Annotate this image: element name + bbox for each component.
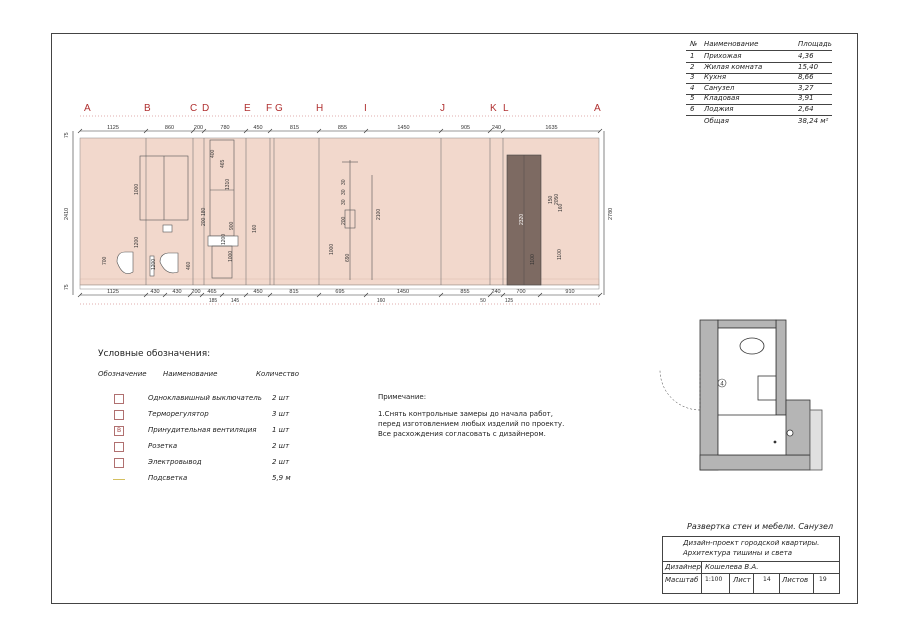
floor-plan xyxy=(660,320,822,470)
legend-symbol-6 xyxy=(113,479,125,480)
legend-symbol-2 xyxy=(114,410,124,420)
top-dimension-value: 1635 xyxy=(545,125,558,131)
axis-letter: A xyxy=(594,103,601,114)
legend-item-name: Терморегулятор xyxy=(148,410,209,418)
axis-letter: J xyxy=(440,103,445,114)
legend-item-qty: 1 шт xyxy=(272,426,290,434)
elevation-value: 400 xyxy=(210,149,216,158)
top-dimension-value: 1125 xyxy=(107,125,119,131)
elevation-value: 1100 xyxy=(557,249,563,260)
bottom-dimension-value: 1450 xyxy=(396,289,410,295)
door-height-label: 2320 xyxy=(519,213,525,225)
bottom-dimension-value: 695 xyxy=(335,289,345,295)
bottom-sub-dimension-value: 145 xyxy=(230,298,240,304)
bottom-dimension-value: 815 xyxy=(289,289,299,295)
sheet-title: Развертка стен и мебели. Санузел xyxy=(687,522,834,531)
height-left-label: 2410 xyxy=(64,207,70,220)
small-bottom-height-label: 75 xyxy=(64,284,70,290)
elevation-value: 460 xyxy=(186,261,192,270)
top-dimension-value: 860 xyxy=(164,125,175,131)
elevation-value: 1100 xyxy=(530,254,536,265)
top-dimension-value: 855 xyxy=(337,125,348,131)
elevation-value: 200 xyxy=(201,217,207,226)
flush-panel xyxy=(163,225,172,232)
bottom-dimension-value: 855 xyxy=(460,289,470,295)
project-line-2: Архитектура тишины и света xyxy=(683,549,793,557)
bottom-sub-dimension-value: 185 xyxy=(208,298,218,304)
top-dimension-value: 240 xyxy=(491,125,502,131)
elevation-value: 2100 xyxy=(376,208,382,220)
elevation-value: 180 xyxy=(201,207,207,216)
legend-symbol-1 xyxy=(114,394,124,404)
cell-area: 2,64 xyxy=(798,104,814,113)
legend-item-name: Подсветка xyxy=(148,474,188,482)
cell-area: 4,36 xyxy=(798,52,814,60)
title-block xyxy=(662,536,840,594)
cell-area: 15,40 xyxy=(798,62,819,71)
cell-name: Санузел xyxy=(704,83,735,92)
legend-col-qty: Количество xyxy=(256,370,300,378)
bottom-dimension-value: 450 xyxy=(253,289,263,295)
cell-number: 1 xyxy=(690,52,695,60)
table-header-row xyxy=(686,40,832,49)
top-dimension-value: 1450 xyxy=(397,125,410,131)
axis-letter: K xyxy=(490,103,497,114)
cell-name: Лоджия xyxy=(704,104,734,113)
axis-letter: F xyxy=(266,103,273,114)
bottom-dimension-value: 200 xyxy=(191,289,201,295)
legend-symbol-4 xyxy=(114,442,124,452)
axis-letter: G xyxy=(275,103,283,114)
height-right-label: 2780 xyxy=(608,207,614,220)
col-name: Наименование xyxy=(704,40,759,48)
legend-symbol-3: В xyxy=(114,426,124,436)
axis-letter: A xyxy=(84,103,91,114)
bottom-sub-dimension-labels xyxy=(209,298,514,304)
sheet-label: Лист xyxy=(733,576,751,584)
legend-item-name: Одноклавишный выключатель xyxy=(148,394,262,402)
axis-letter: B xyxy=(144,103,151,114)
elevation-value: 2050 xyxy=(554,193,560,205)
cell-number: 2 xyxy=(690,62,695,71)
bottom-sub-dimension-value: 125 xyxy=(504,298,514,304)
elevation-value: 30 xyxy=(341,179,347,185)
axis-letter: E xyxy=(244,103,251,114)
legend-item-qty: 2 шт xyxy=(272,442,290,450)
sheets-label: Листов xyxy=(782,576,809,584)
cell-name: Жилая комната xyxy=(704,62,763,71)
legend-item-name: Розетка xyxy=(148,442,178,450)
project-line-1: Дизайн-проект городской квартиры. xyxy=(683,539,820,547)
legend-item-qty: 3 шт xyxy=(272,410,290,418)
elevation-value: 1200 xyxy=(151,258,157,270)
elevation-value: 1000 xyxy=(134,183,140,195)
elevation-value: 700 xyxy=(102,256,108,265)
top-dimension-value: 905 xyxy=(460,125,471,131)
axis-letters xyxy=(84,103,601,114)
legend-col-symbol: Обозначение xyxy=(98,370,147,378)
bottom-dimension-chain xyxy=(80,295,600,304)
bottom-dimension-value: 430 xyxy=(150,289,160,295)
bottom-sub-dimension-value: 160 xyxy=(376,298,386,304)
cell-name: Кухня xyxy=(704,73,727,81)
plan-room-number: 4 xyxy=(720,381,724,388)
sheet-value: 14 xyxy=(763,576,771,583)
note-line-3: Все расхождения согласовать с дизайнером. xyxy=(378,430,546,438)
bottom-dimension-value: 910 xyxy=(565,289,575,295)
scale-label: Масштаб xyxy=(665,576,699,584)
small-top-height-label: 75 xyxy=(64,132,70,138)
elevation-value: 1200 xyxy=(134,236,140,248)
elevation-value: 150 xyxy=(548,195,554,204)
cell-area: 3,91 xyxy=(798,94,814,102)
bottom-sub-dimension-value: 50 xyxy=(480,298,486,304)
top-dimension-value: 450 xyxy=(253,125,263,131)
legend-item-qty: 5,9 м xyxy=(272,474,291,482)
elevation-value: 30 xyxy=(341,199,347,205)
cell-name: Кладовая xyxy=(704,94,740,102)
elevation-value: 1000 xyxy=(329,243,335,255)
top-dimension-value: 815 xyxy=(289,125,300,131)
top-dimension-value: 780 xyxy=(220,125,230,131)
axis-letter: H xyxy=(316,103,324,114)
legend-title: Условные обозначения: xyxy=(98,349,211,359)
elevation-value: 200 xyxy=(341,216,347,225)
sheets-value: 19 xyxy=(819,576,827,583)
bottom-dimension-value: 465 xyxy=(207,289,217,295)
axis-letter: D xyxy=(202,103,210,114)
elevation-value: 1200 xyxy=(221,233,227,245)
elevation-value: 30 xyxy=(341,189,347,195)
axis-letter: C xyxy=(190,103,198,114)
elevation-value: 1310 xyxy=(225,178,231,190)
elevation-value: 1000 xyxy=(228,250,234,262)
bottom-dimension-value: 240 xyxy=(491,289,501,295)
axis-letter: L xyxy=(503,103,509,114)
legend-symbol-5 xyxy=(114,458,124,468)
designer-label: Дизайнер xyxy=(665,563,701,571)
elevation-value: 900 xyxy=(229,221,235,230)
top-dimension-value: 200 xyxy=(193,125,204,131)
elevation-value: 160 xyxy=(252,224,258,233)
bottom-dimension-labels xyxy=(107,289,575,295)
cell-area: 3,27 xyxy=(798,83,814,92)
cell-name: Прихожая xyxy=(704,52,742,60)
top-dimension-labels xyxy=(107,125,558,131)
elevation-value: 160 xyxy=(558,203,564,212)
total-label: Общая xyxy=(704,117,729,125)
total-value: 38,24 м² xyxy=(798,117,829,125)
bottom-dimension-value: 1125 xyxy=(107,289,119,295)
table-total-row xyxy=(686,117,832,126)
note-title: Примечание: xyxy=(378,393,427,401)
bottom-dimension-value: 430 xyxy=(172,289,182,295)
table-row xyxy=(686,63,832,72)
room-area-table xyxy=(686,40,832,130)
bottom-dimension-value: 700 xyxy=(516,289,526,295)
cell-number: 3 xyxy=(690,73,695,81)
table-row xyxy=(686,84,832,93)
cell-number: 6 xyxy=(690,104,695,113)
table-row xyxy=(686,94,832,103)
note-line-1: 1.Снять контрольные замеры до начала работ, xyxy=(378,410,553,418)
elevation-value: 465 xyxy=(220,159,226,168)
legend-item-qty: 2 шт xyxy=(272,458,290,466)
legend-item-name: Принудительная вентиляция xyxy=(148,426,257,434)
table-row xyxy=(686,73,832,82)
legend-item-name: Электровывод xyxy=(148,458,202,466)
designer-name: Кошелева В.А. xyxy=(705,563,759,571)
col-area: Площадь xyxy=(798,40,832,48)
table-row xyxy=(686,105,832,114)
cell-area: 8,66 xyxy=(798,73,814,81)
table-row xyxy=(686,52,832,61)
col-number: № xyxy=(690,40,698,48)
scale-value: 1:100 xyxy=(705,576,723,583)
note-line-2: перед изготовлением любых изделий по проекту. xyxy=(378,420,565,428)
legend-item-qty: 2 шт xyxy=(272,394,290,402)
cell-number: 5 xyxy=(690,94,695,102)
axis-letter: I xyxy=(364,103,367,114)
cell-number: 4 xyxy=(690,83,695,92)
elevation-value: 690 xyxy=(345,253,351,262)
legend-col-name: Наименование xyxy=(163,370,218,378)
